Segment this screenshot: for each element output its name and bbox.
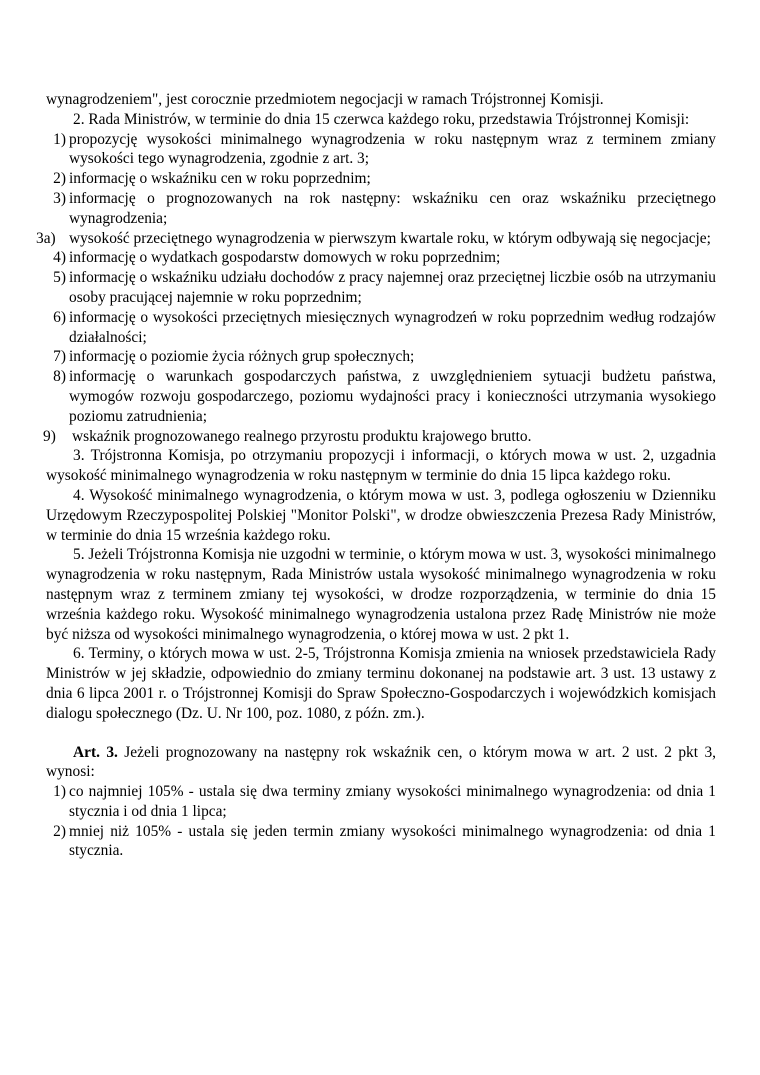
list-item-number: 8) <box>53 368 66 386</box>
list-item-text: informację o wysokości przeciętnych miesięcznych wynagrodzeń w roku poprzednim według rodzajów działalności; <box>69 308 716 346</box>
list-item <box>43 427 716 447</box>
list-item-number: 9) <box>43 427 56 445</box>
list-item-text: wysokość przeciętnego wynagrodzenia w pierwszym kwartale roku, w którym odbywają się negocjacje; <box>69 229 711 247</box>
intro-continuation: wynagrodzeniem", jest corocznie przedmiotem negocjacji w ramach Trójstronnej Komisji. <box>46 91 604 108</box>
art-3-paragraph <box>46 743 716 783</box>
list-item-number: 1) <box>53 783 66 801</box>
list-item-text: informację o wskaźniku udziału dochodów z pracy najemnej oraz przeciętnej liczbie osób na utrzymaniu osoby pracującej najemnie w roku poprzednim; <box>69 269 716 306</box>
art-3-list <box>46 782 716 861</box>
list-item-text: informację o wskaźniku cen w roku poprzednim; <box>69 170 371 188</box>
list-item-text: informację o poziomie życia różnych grup społecznych; <box>69 348 415 366</box>
list-item <box>36 229 716 249</box>
list-item-number: 2) <box>53 822 66 840</box>
list-item-text: informację o warunkach gospodarczych państwa, z uwzględnieniem sytuacji budżetu państwa, wymogów rozwoju gospodarczego, poziomu wydajności pracy i konieczności utrzymania wysokiego poziomu zatrudnienia; <box>69 368 716 425</box>
list-item-text: wskaźnik prognozowanego realnego przyrostu produktu krajowego brutto. <box>72 427 532 445</box>
list-item <box>46 169 716 189</box>
list-item <box>46 308 716 348</box>
list-item-text: co najmniej 105% - ustala się dwa terminy zmiany wysokości minimalnego wynagrodzenia: od dnia 1 stycznia i od dnia 1 lipca; <box>69 783 716 820</box>
list-item <box>46 189 716 229</box>
ust-5-text: 5. Jeżeli Trójstronna Komisja nie uzgodni w terminie, o którym mowa w ust. 3, wysokości minimalnego wynagrodzenia w roku następnym, Rada Ministrów ustala wysokość minimalnego wynagrodzenia w roku następnym wraz z terminem zmiany tej wysokości, w drodze rozporządzenia, w terminie do dnia 15 września każdego roku. Wysokość minimalnego wynagrodzenia ustalona przez Radę Ministrów nie może być niższa od wysokości minimalnego wynagrodzenia, o której mowa w ust. 2 pkt 1. <box>46 546 716 643</box>
list-item-number: 1) <box>53 130 66 148</box>
list-item <box>46 130 716 170</box>
list-item-number: 6) <box>53 308 66 326</box>
ust-2-text: 2. Rada Ministrów, w terminie do dnia 15 czerwca każdego roku, przedstawia Trójstronnej Komisji: <box>73 110 690 128</box>
art-3-text: Jeżeli prognozowany na następny rok wskaźnik cen, o którym mowa w art. 2 ust. 2 pkt 3, wynosi: <box>46 743 716 781</box>
list-item <box>46 268 716 308</box>
document-body <box>36 90 716 861</box>
ust-6-text: 6. Terminy, o których mowa w ust. 2-5, Trójstronna Komisja zmienia na wniosek przedstawiciela Rady Ministrów w jej składzie, odpowiednio do zmiany terminu dokonanej na podstawie art. 3 ust. 13 ustawy z dnia 6 lipca 2001 r. o Trójstronnej Komisji do Spraw Społeczno-Gospodarczych i wojewódzkich komisjach dialogu społecznego (Dz. U. Nr 100, poz. 1080, z późn. zm.). <box>46 645 716 722</box>
ust-3-text: 3. Trójstronna Komisja, po otrzymaniu propozycji i informacji, o których mowa w ust. 2, uzgadnia wysokość minimalnego wynagrodzenia w roku następnym w terminie do dnia 15 lipca każdego roku. <box>46 447 716 485</box>
list-item-number: 5) <box>53 269 66 287</box>
list-item <box>46 347 716 367</box>
ust-4-text: 4. Wysokość minimalnego wynagrodzenia, o którym mowa w ust. 3, podlega ogłoszeniu w Dzienniku Urzędowym Rzeczypospolitej Polskiej "Monitor Polski", w drodze obwieszczenia Prezesa Rady Ministrów, w terminie do dnia 15 września każdego roku. <box>46 486 716 544</box>
list-item <box>46 782 716 822</box>
list-item-number: 4) <box>53 249 66 267</box>
art-3-title: Art. 3. <box>73 743 118 761</box>
list-item-number: 2) <box>53 170 66 188</box>
list-item-number: 7) <box>53 348 66 366</box>
list-item <box>46 248 716 268</box>
list-item-number: 3a) <box>36 229 56 247</box>
ust-2-list <box>36 130 716 447</box>
list-item-text: informację o wydatkach gospodarstw domowych w roku poprzednim; <box>69 249 501 267</box>
list-item <box>46 367 716 426</box>
list-item-text: informację o prognozowanych na rok następny: wskaźniku cen oraz wskaźniku przeciętnego wynagrodzenia; <box>69 189 716 227</box>
list-item-text: mniej niż 105% - ustala się jeden termin zmiany wysokości minimalnego wynagrodzenia: od dnia 1 stycznia. <box>69 822 716 860</box>
list-item <box>46 822 716 862</box>
list-item-number: 3) <box>53 189 66 207</box>
list-item-text: propozycję wysokości minimalnego wynagrodzenia w roku następnym wraz z terminem zmiany wysokości tego wynagrodzenia, zgodnie z art. 3; <box>69 130 716 168</box>
